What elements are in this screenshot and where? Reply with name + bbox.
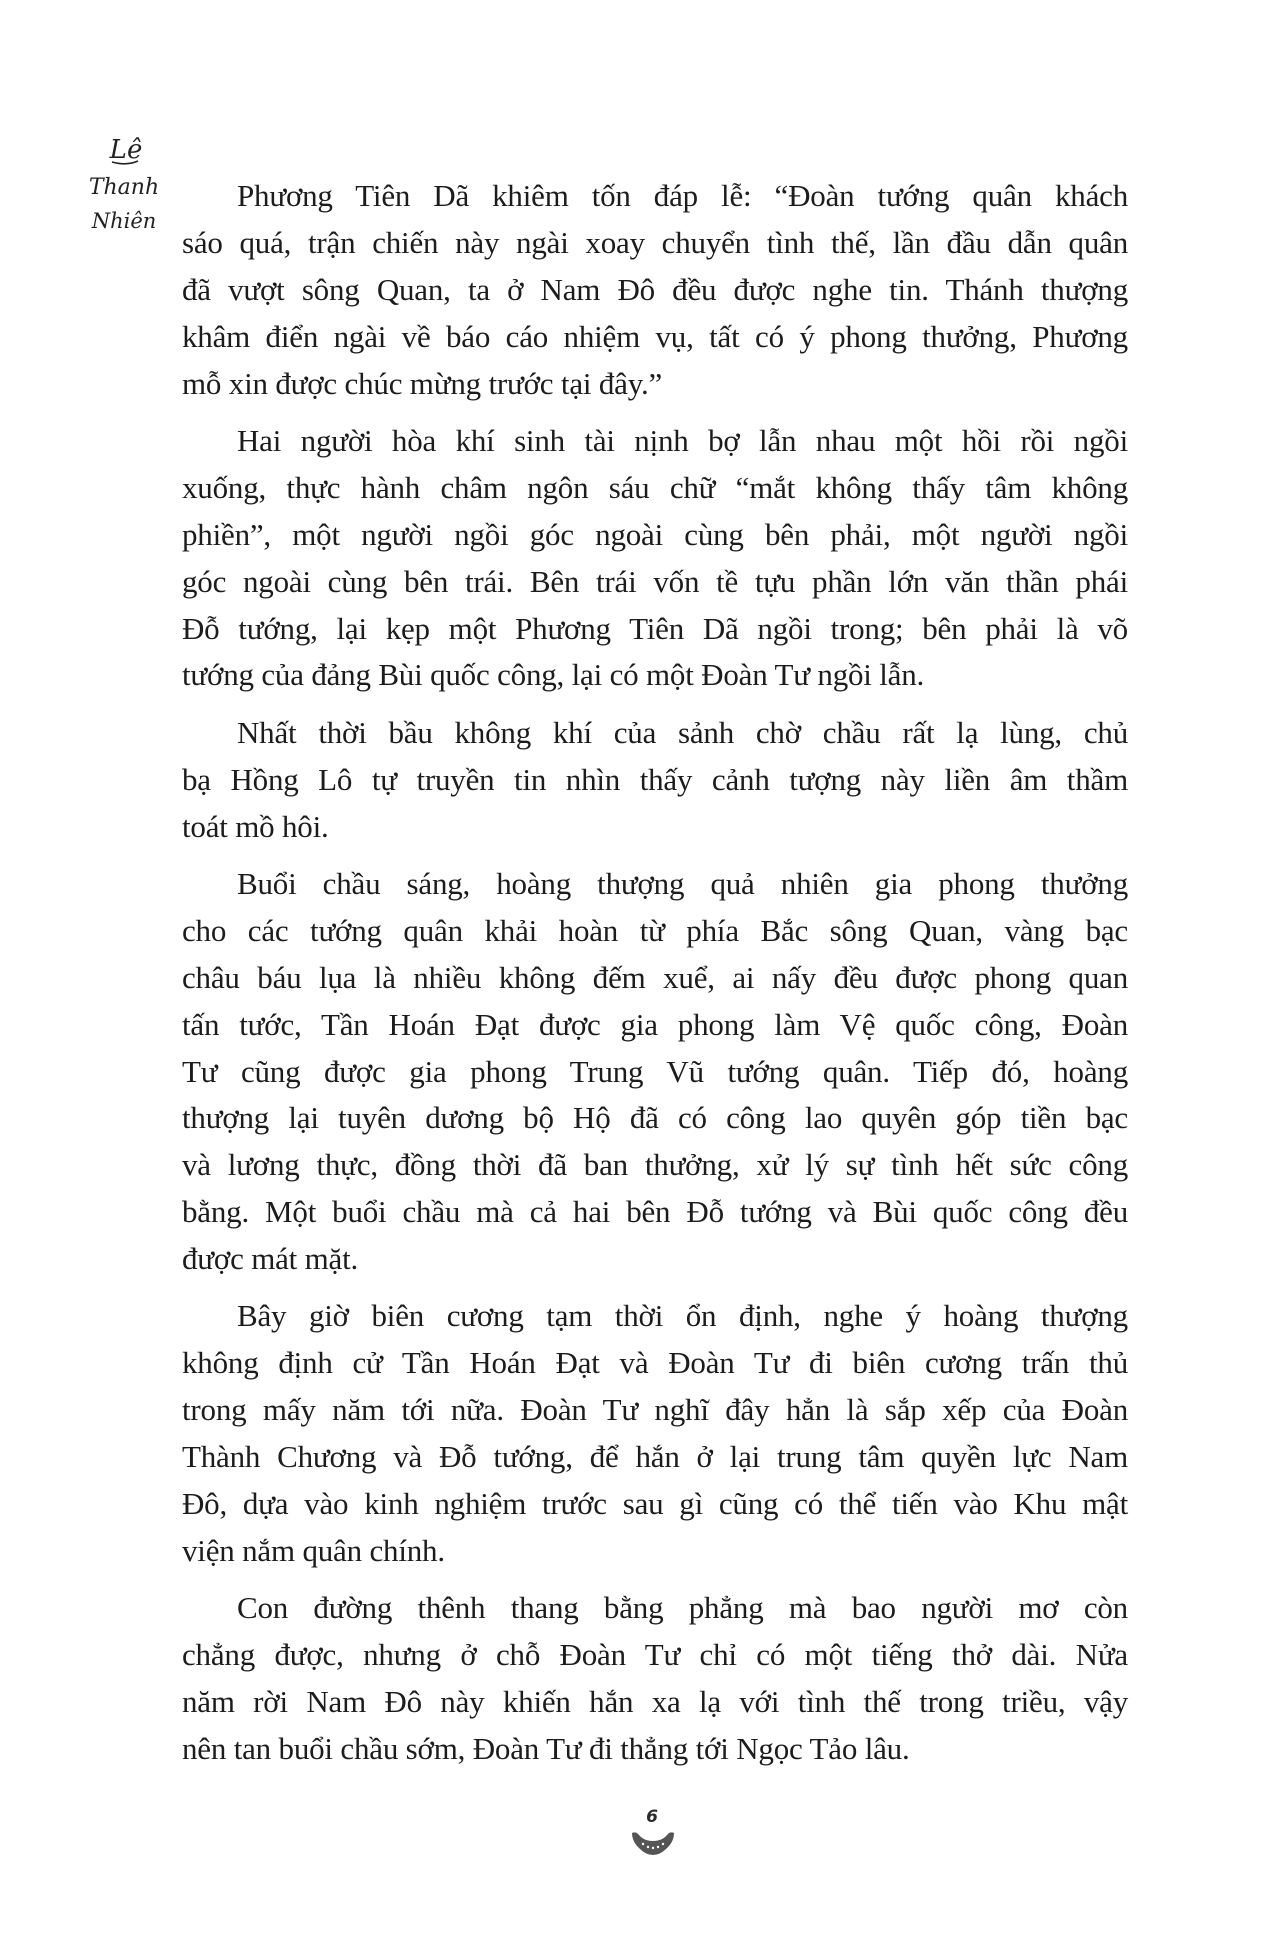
- text-line: Thành Chương và Đỗ tướng, để hắn ở lại trung tâm quyền lực Nam: [182, 1439, 1128, 1475]
- text-line: trong mấy năm tới nữa. Đoàn Tư nghĩ đây hẳn là sắp xếp của Đoàn: [182, 1392, 1128, 1428]
- text-line: nên tan buổi chầu sớm, Đoàn Tư đi thẳng tới Ngọc Tảo lâu.: [182, 1731, 910, 1766]
- page-body-text: [182, 173, 1128, 1783]
- logo-line: Lê: [109, 135, 143, 165]
- logo-line: Thanh: [88, 175, 160, 200]
- author-signature-icon: [86, 128, 162, 236]
- paragraph: [182, 173, 1128, 407]
- logo-line: Nhiên: [91, 209, 157, 233]
- text-line: góc ngoài cùng bên trái. Bên trái vốn tề tựu phần lớn văn thần phái: [182, 563, 1128, 599]
- text-line: khâm điển ngài về báo cáo nhiệm vụ, tất có ý phong thưởng, Phương: [182, 318, 1128, 354]
- page-footer: [624, 1806, 680, 1862]
- text-line: Hai người hòa khí sinh tài nịnh bợ lẫn nhau một hồi rồi ngồi: [237, 422, 1128, 458]
- text-line: mỗ xin được chúc mừng trước tại đây.”: [182, 365, 663, 401]
- text-line: Tư cũng được gia phong Trung Vũ tướng quân. Tiếp đó, hoàng: [182, 1053, 1128, 1089]
- text-line: Buổi chầu sáng, hoàng thượng quả nhiên gia phong thưởng: [237, 865, 1128, 901]
- text-line: Bây giờ biên cương tạm thời ổn định, nghe ý hoàng thượng: [237, 1298, 1128, 1334]
- text-line: Con đường thênh thang bằng phẳng mà bao người mơ còn: [237, 1590, 1128, 1626]
- crescent-ornament-icon: [630, 1830, 676, 1858]
- text-line: thượng lại tuyên dương bộ Hộ đã có công lao quyên góp tiền bạc: [182, 1100, 1128, 1136]
- text-line: không định cử Tần Hoán Đạt và Đoàn Tư đi biên cương trấn thủ: [182, 1345, 1128, 1381]
- text-line: xuống, thực hành châm ngôn sáu chữ “mắt không thấy tâm không: [182, 469, 1128, 505]
- text-line: Nhất thời bầu không khí của sảnh chờ chầu rất lạ lùng, chủ: [237, 714, 1128, 750]
- text-line: năm rời Nam Đô này khiến hắn xa lạ với tình thế trong triều, vậy: [182, 1684, 1128, 1720]
- text-line: chẳng được, nhưng ở chỗ Đoàn Tư chỉ có một tiếng thở dài. Nửa: [182, 1637, 1128, 1673]
- text-line: toát mồ hôi.: [182, 808, 329, 844]
- text-line: Đỗ tướng, lại kẹp một Phương Tiên Dã ngồi trong; bên phải là võ: [182, 610, 1128, 646]
- paragraph: [182, 1585, 1128, 1773]
- text-line: đã vượt sông Quan, ta ở Nam Đô đều được nghe tin. Thánh thượng: [182, 271, 1128, 307]
- text-line: sáo quá, trận chiến này ngài xoay chuyển tình thế, lần đầu dẫn quân: [182, 224, 1128, 260]
- paragraph: [182, 861, 1128, 1283]
- text-line: tấn tước, Tần Hoán Đạt được gia phong làm Vệ quốc công, Đoàn: [182, 1006, 1128, 1042]
- text-line: châu báu lụa là nhiều không đếm xuể, ai nấy đều được phong quan: [182, 959, 1128, 995]
- text-line: phiền”, một người ngồi góc ngoài cùng bên phải, một người ngồi: [182, 516, 1128, 552]
- author-signature-logo: [86, 128, 162, 236]
- paragraph: [182, 710, 1128, 851]
- text-line: bạ Hồng Lô tự truyền tin nhìn thấy cảnh tượng này liền âm thầm: [182, 761, 1128, 797]
- text-line: tướng của đảng Bùi quốc công, lại có một Đoàn Tư ngồi lẫn.: [182, 657, 925, 693]
- text-line: và lương thực, đồng thời đã ban thưởng, xử lý sự tình hết sức công: [182, 1147, 1128, 1183]
- text-line: Đô, dựa vào kinh nghiệm trước sau gì cũng có thể tiến vào Khu mật: [182, 1486, 1128, 1522]
- text-line: viện nắm quân chính.: [182, 1532, 445, 1568]
- text-line: được mát mặt.: [182, 1241, 359, 1277]
- paragraph: [182, 418, 1128, 699]
- paragraph: [182, 1293, 1128, 1574]
- text-line: Phương Tiên Dã khiêm tốn đáp lễ: “Đoàn tướng quân khách: [237, 178, 1128, 213]
- page-number: 6: [646, 1807, 658, 1827]
- text-line: cho các tướng quân khải hoàn từ phía Bắc sông Quan, vàng bạc: [182, 912, 1128, 948]
- text-line: bằng. Một buổi chầu mà cả hai bên Đỗ tướng và Bùi quốc công đều: [182, 1194, 1128, 1230]
